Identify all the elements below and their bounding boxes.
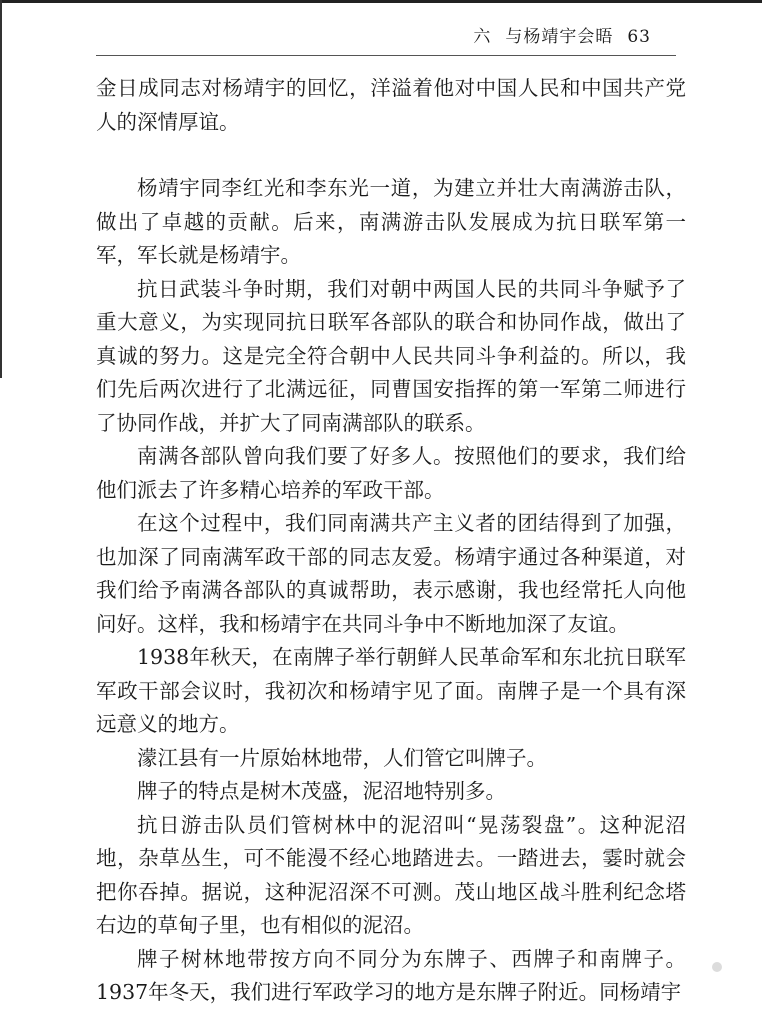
chapter-number: 六: [473, 27, 492, 47]
paragraph: 抗日游击队员们管树林中的泥沼叫“晃荡裂盘”。这种泥沼地，杂草丛生，可不能漫不经心地踏进去。一踏进去，霎时就会把你吞掉。据说，这种泥沼深不可测。茂山地区战斗胜利纪念塔右边的草甸子里，也有相似的泥沼。: [96, 812, 686, 937]
paragraph: 牌子树林地带按方向不同分为东牌子、西牌子和南牌子。1937年冬天，我们进行军政学习的地方是东牌子附近。同杨靖宇: [96, 946, 686, 1004]
paragraph: 南满各部队曾向我们要了好多人。按照他们的要求，我们给他们派去了许多精心培养的军政干部。: [96, 444, 686, 502]
running-header: [0, 22, 651, 47]
paragraph: 抗日武装斗争时期，我们对朝中两国人民的共同斗争赋予了重大意义，为实现同抗日联军各部队的联合和协同作战，做出了真诚的努力。这是完全符合朝中人民共同斗争利益的。所以，我们先后两次进行了北满远征，同曹国安指挥的第一军第二师进行了协同作战，并扩大了同南满部队的联系。: [96, 276, 686, 435]
page-top-edge: [0, 0, 762, 3]
paragraph: 牌子的特点是树木茂盛，泥沼地特别多。: [137, 779, 506, 803]
header-rule: [96, 55, 676, 56]
paragraph: 1938年秋天，在南牌子举行朝鲜人民革命军和东北抗日联军军政干部会议时，我初次和杨靖宇见了面。南牌子是一个具有深远意义的地方。: [96, 645, 686, 736]
paragraph: 濛江县有一片原始林地带，人们管它叫牌子。: [137, 745, 547, 770]
page-left-edge: [0, 0, 2, 378]
chapter-title: 与杨靖宇会晤: [505, 27, 614, 47]
page-number: 63: [627, 27, 651, 47]
paragraph: 金日成同志对杨靖宇的回忆，洋溢着他对中国人民和中国共产党人的深情厚谊。: [96, 76, 686, 134]
paragraph: 在这个过程中，我们同南满共产主义者的团结得到了加强，也加深了同南满军政干部的同志友爱。杨靖宇通过各种渠道，对我们给予南满各部队的真诚帮助，表示感谢，我也经常托人向他问好。这样，我和杨靖宇在共同斗争中不断地加深了友谊。: [96, 511, 686, 636]
paragraph: 杨靖宇同李红光和李东光一道，为建立并壮大南满游击队，做出了卓越的贡献。后来，南满游击队发展成为抗日联军第一军，军长就是杨靖宇。: [96, 176, 686, 267]
scan-mark: [712, 962, 722, 972]
body-text: [96, 72, 686, 1010]
